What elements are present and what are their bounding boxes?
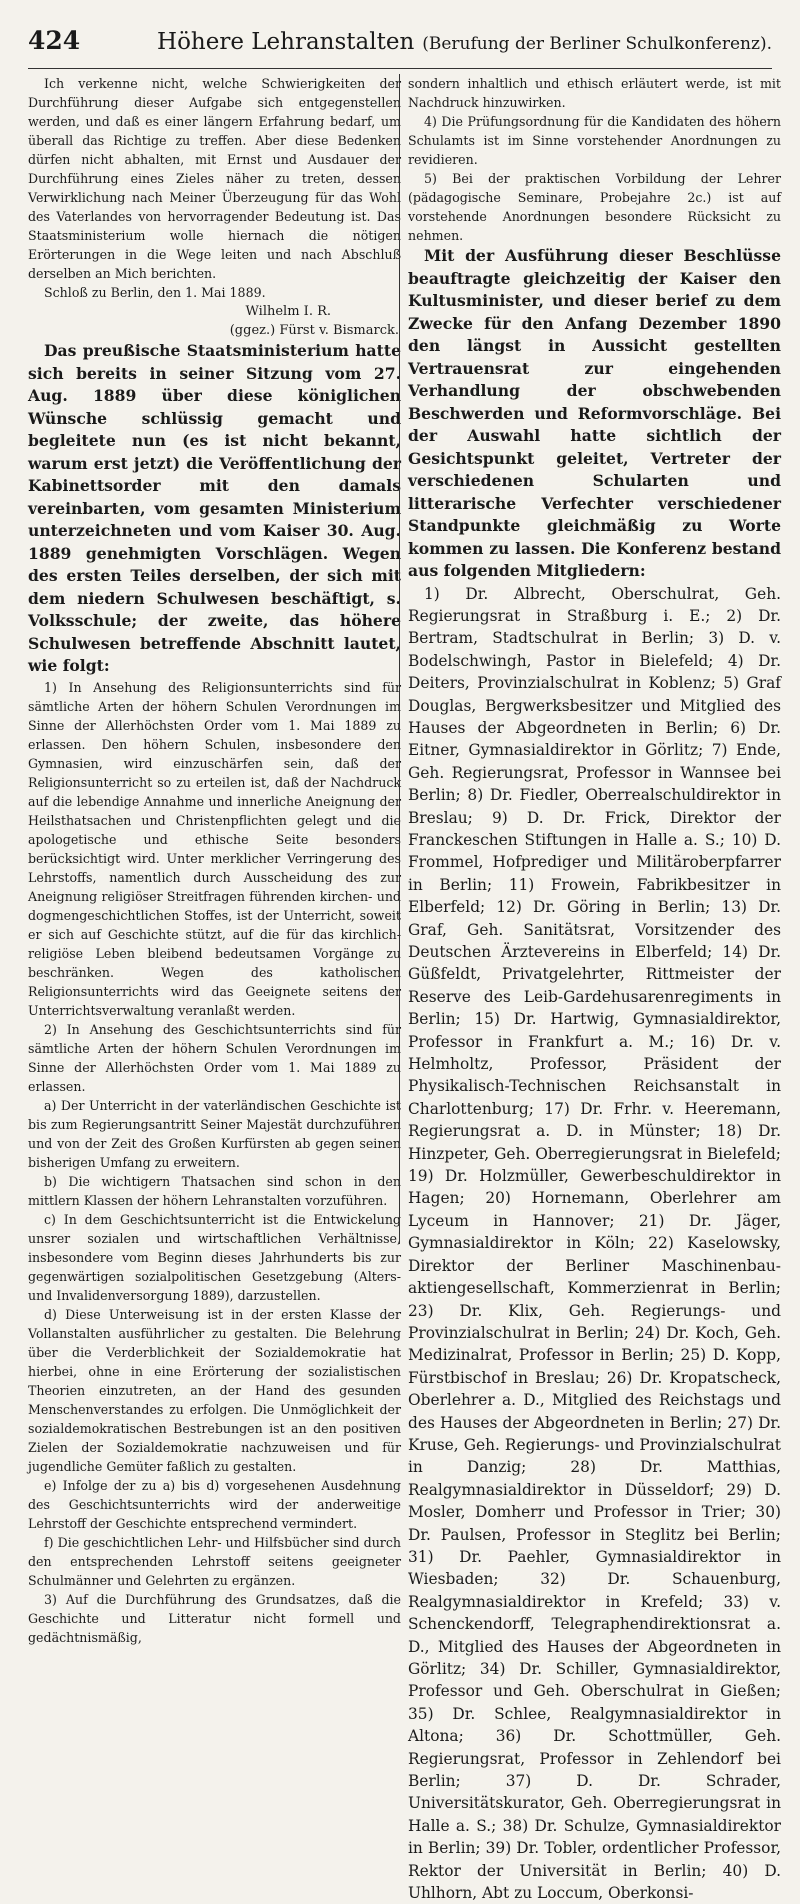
member-list: 1) Dr. Albrecht, Oberschulrat, Geh. Regierungsrat in Straßburg i. E.; 2) Dr. Bertram, Stadtschulrat in Berlin; 3) D. v. Bodelschwingh, Pastor in Bielefeld; 4) Dr. Deiters, Provinzialschulrat in Koblenz; 5) Graf Douglas, Bergwerksbesitzer und Mitglied des Hauses der Abgeordneten in Berlin; 6) Dr. Eitner, Gymnasialdirektor in Görlitz; 7) Ende, Geh. Regierungsrat, Professor in Wannsee bei Berlin; 8) Dr. Fiedler, Oberrealschuldirektor in Breslau; 9) D. Dr. Frick, Direktor der Franckeschen Stiftungen in Halle a. S.; 10) D. Frommel, Hofprediger und Militäroberpfarrer in Berlin; 11) Frowein, Fabrikbesitzer in Elberfeld; 12) Dr. Göring in Berlin; 13) Dr. Graf, Geh. Sanitätsrat, Vorsitzender des Deutschen Ärztevereins in Elberfeld; 14) Dr. Güßfeldt, Privatgelehrter, Rittmeister der Reserve des Leib-Gardehusarenregiments in Berlin; 15) Dr. Hartwig, Gymnasialdirektor, Professor in Frankfurt a. M.; 16) Dr. v. Helmholtz, Professor, Präsident der Physikalisch-Technischen Reichsanstalt in Charlottenburg; 17) Dr. Frhr. v. Heeremann, Regierungsrat a. D. in Münster; 18) Dr. Hinzpeter, Geh. Oberregierungsrat in Bielefeld; 19) Dr. Holzmüller, Gewerbeschuldirektor in Hagen; 20) Hornemann, Oberlehrer am Lyceum in Hannover; 21) Dr. Jäger, Gymnasialdirektor in Köln; 22) Kaselowsky, Direktor der Berliner Maschinenbau-aktiengesellschaft, Kommerzienrat in Berlin; 23) Dr. Klix, Geh. Regierungs- und Provinzialschulrat in Berlin; 24) Dr. Koch, Geh. Medizinalrat, Professor in Berlin; 25) D. Kopp, Fürstbischof in Breslau; 26) Dr. Kropatscheck, Oberlehrer a. D., Mitglied des Reichstags und des Hauses der Abgeordneten in Berlin; 27) Dr. Kruse, Geh. Regierungs- und Provinzialschulrat in Danzig; 28) Dr. Matthias, Realgymnasialdirektor in Düsseldorf; 29) D. Mosler, Domherr und Professor in Trier; 30) Dr. Paulsen, Professor in Steglitz bei Berlin; 31) Dr. Paehler, Gymnasialdirektor in Wiesbaden; 32) Dr. Schauenburg, Realgymnasialdirektor in Krefeld; 33) v. Schenckendorff, Telegraphendirektionsrat a. D., Mitglied des Hauses der Abgeordneten in Görlitz; 34) Dr. Schiller, Gymnasialdirektor, Professor und Geh. Oberschulrat in Gießen; 35) Dr. Schlee, Realgymnasialdirektor in Altona; 36) Dr. Schottmüller, Geh. Regierungsrat, Professor in Zehlendorf bei Berlin; 37) D. Dr. Schrader, Universitätskurator, Geh. Oberregierungsrat in Halle a. S.; 38) Dr. Schulze, Gymnasialdirektor in Berlin; 39) Dr. Tobler, ordentlicher Professor, Rektor der Universität in Berlin; 40) D. Uhlhorn, Abt zu Loccum, Oberkonsi-: [408, 583, 781, 1904]
paragraph: e) Infolge der zu a) bis d) vorgesehenen Ausdehnung des Geschichtsunterrichts wird der anderweitige Lehrstoff der Geschichte entsprechend vermindert.: [28, 1476, 401, 1533]
paragraph: c) In dem Geschichtsunterricht ist die Entwickelung unsrer sozialen und wirtschaftlichen Verhältnisse, insbesondere vom Beginn dieses Jahrhunderts bis zur gegenwärtigen sozialpolitischen Gesetzgebung (Alters- und Invalidenversorgung 1889), darzustellen.: [28, 1210, 401, 1305]
paragraph: 1) In Ansehung des Religionsunterrichts sind für sämtliche Arten der höhern Schulen Verordnungen im Sinne der Allerhöchsten Order vom 1. Mai 1889 zu erlassen. Den höhern Schulen, insbesondere den Gymnasien, wird einzuschärfen sein, daß der Religionsunterricht so zu erteilen ist, daß der Nachdruck auf die lebendige Annahme und innerliche Aneignung der Heilsthatsachen und Christenpflichten gelegt und die apologetische und ethische Seite besonders berücksichtigt wird. Unter merklicher Verringerung des Lehrstoffs, namentlich durch Ausscheidung des zur Aneignung religiöser Streitfragen führenden kirchen- und dogmengeschichtlichen Stoffes, ist der Unterricht, soweit er sich auf Geschichte stützt, auf die für das kirchlich-religiöse Leben bleibend bedeutsamen Vorgänge zu beschränken. Wegen des katholischen Religionsunterrichts wird das Geeignete seitens der Unterrichtsverwaltung veranlaßt werden.: [28, 678, 401, 1020]
paragraph-large: Mit der Ausführung dieser Beschlüsse beauftragte gleichzeitig der Kaiser den Kultusminister, und dieser berief zu dem Zwecke für den Anfang Dezember 1890 den längst in Aussicht gestellten Vertrauensrat zur eingehenden Verhandlung der obschwebenden Beschwerden und Reformvorschläge. Bei der Auswahl hatte sichtlich der Gesichtspunkt geleitet, Vertreter der verschiedenen Schularten und litterarische Verfechter verschiedener Standpunkte gleichmäßig zu Worte kommen zu lassen. Die Konferenz bestand aus folgenden Mitgliedern:: [408, 245, 781, 583]
header-rule: [28, 68, 772, 69]
left-column: [28, 74, 401, 1249]
signature-bismarck: (ggez.) Fürst v. Bismarck.: [28, 321, 401, 340]
paragraph: b) Die wichtigern Thatsachen sind schon in den mittlern Klassen der höhern Lehranstalten vorzuführen.: [28, 1172, 401, 1210]
paragraph: 2) In Ansehung des Geschichtsunterrichts sind für sämtliche Arten der höhern Schulen Verordnungen im Sinne der Allerhöchsten Order vom 1. Mai 1889 zu erlassen.: [28, 1020, 401, 1096]
running-title: [157, 26, 772, 55]
paragraph-large: Das preußische Staatsministerium hatte sich bereits in seiner Sitzung vom 27. Aug. 1889 über diese königlichen Wünsche schlüssig gemacht und begleitete nun (es ist nicht bekannt, warum erst jetzt) die Veröffentlichung der Kabinettsorder mit den damals vereinbarten, vom gesamten Ministerium unterzeichneten und vom Kaiser 30. Aug. 1889 genehmigten Vorschlägen. Wegen des ersten Teiles derselben, der sich mit dem niedern Schulwesen beschäftigt, s. Volksschule; der zweite, das höhere Schulwesen betreffende Abschnitt lautet, wie folgt:: [28, 340, 401, 678]
header-title: Höhere Lehranstalten: [157, 29, 414, 55]
right-column: [408, 74, 781, 1249]
paragraph: Ich verkenne nicht, welche Schwierigkeiten der Durchführung dieser Aufgabe sich entgegenstellen werden, und daß es einer längern Erfahrung bedarf, um überall das Richtige zu treffen. Aber diese Bedenken dürfen nicht abhalten, mit Ernst und Ausdauer der Durchführung eines Zieles näher zu treten, dessen Verwirklichung nach Meiner Überzeugung für das Wohl des Vaterlandes von hervorragender Bedeutung ist. Das Staatsministerium wolle hiernach die nötigen Erörterungen in die Wege leiten und nach Abschluß derselben an Mich berichten.: [28, 74, 401, 283]
paragraph: d) Diese Unterweisung ist in der ersten Klasse der Vollanstalten ausführlicher zu gestalten. Die Belehrung über die Verderblichkeit der Sozialdemokratie hat hierbei, ohne in eine Erörterung der sozialistischen Theorien einzutreten, an der Hand des gesunden Menschenverstandes zu erfolgen. Die Unmöglichkeit der sozialdemokratischen Bestrebungen ist an den positiven Zielen der Sozialdemokratie nachzuweisen und für jugendliche Gemüter faßlich zu gestalten.: [28, 1305, 401, 1476]
signature-emperor: Wilhelm I. R.: [28, 302, 401, 321]
paragraph: a) Der Unterricht in der vaterländischen Geschichte ist bis zum Regierungsantritt Seiner Majestät durchzuführen und von der Zeit des Großen Kurfürsten ab gegen seinen bisherigen Umfang zu erweitern.: [28, 1096, 401, 1172]
paragraph: sondern inhaltlich und ethisch erläutert werde, ist mit Nachdruck hinzuwirken.: [408, 74, 781, 112]
paragraph: 4) Die Prüfungsordnung für die Kandidaten des höhern Schulamts ist im Sinne vorstehender Anordnungen zu revidieren.: [408, 112, 781, 169]
paragraph: f) Die geschichtlichen Lehr- und Hilfsbücher sind durch den entsprechenden Lehrstoff seitens geeigneter Schulmänner und Gelehrten zu ergänzen.: [28, 1533, 401, 1590]
place-date: Schloß zu Berlin, den 1. Mai 1889.: [28, 283, 401, 302]
column-divider: [399, 74, 400, 1244]
page-header: [28, 26, 772, 66]
header-subtitle: (Berufung der Berliner Schulkonferenz).: [422, 34, 772, 54]
page-number: 424: [28, 26, 80, 55]
paragraph: 5) Bei der praktischen Vorbildung der Lehrer (pädagogische Seminare, Probejahre 2c.) ist auf vorstehende Anordnungen besondere Rücksicht zu nehmen.: [408, 169, 781, 245]
paragraph: 3) Auf die Durchführung des Grundsatzes, daß die Geschichte und Litteratur nicht formell und gedächtnismäßig,: [28, 1590, 401, 1647]
